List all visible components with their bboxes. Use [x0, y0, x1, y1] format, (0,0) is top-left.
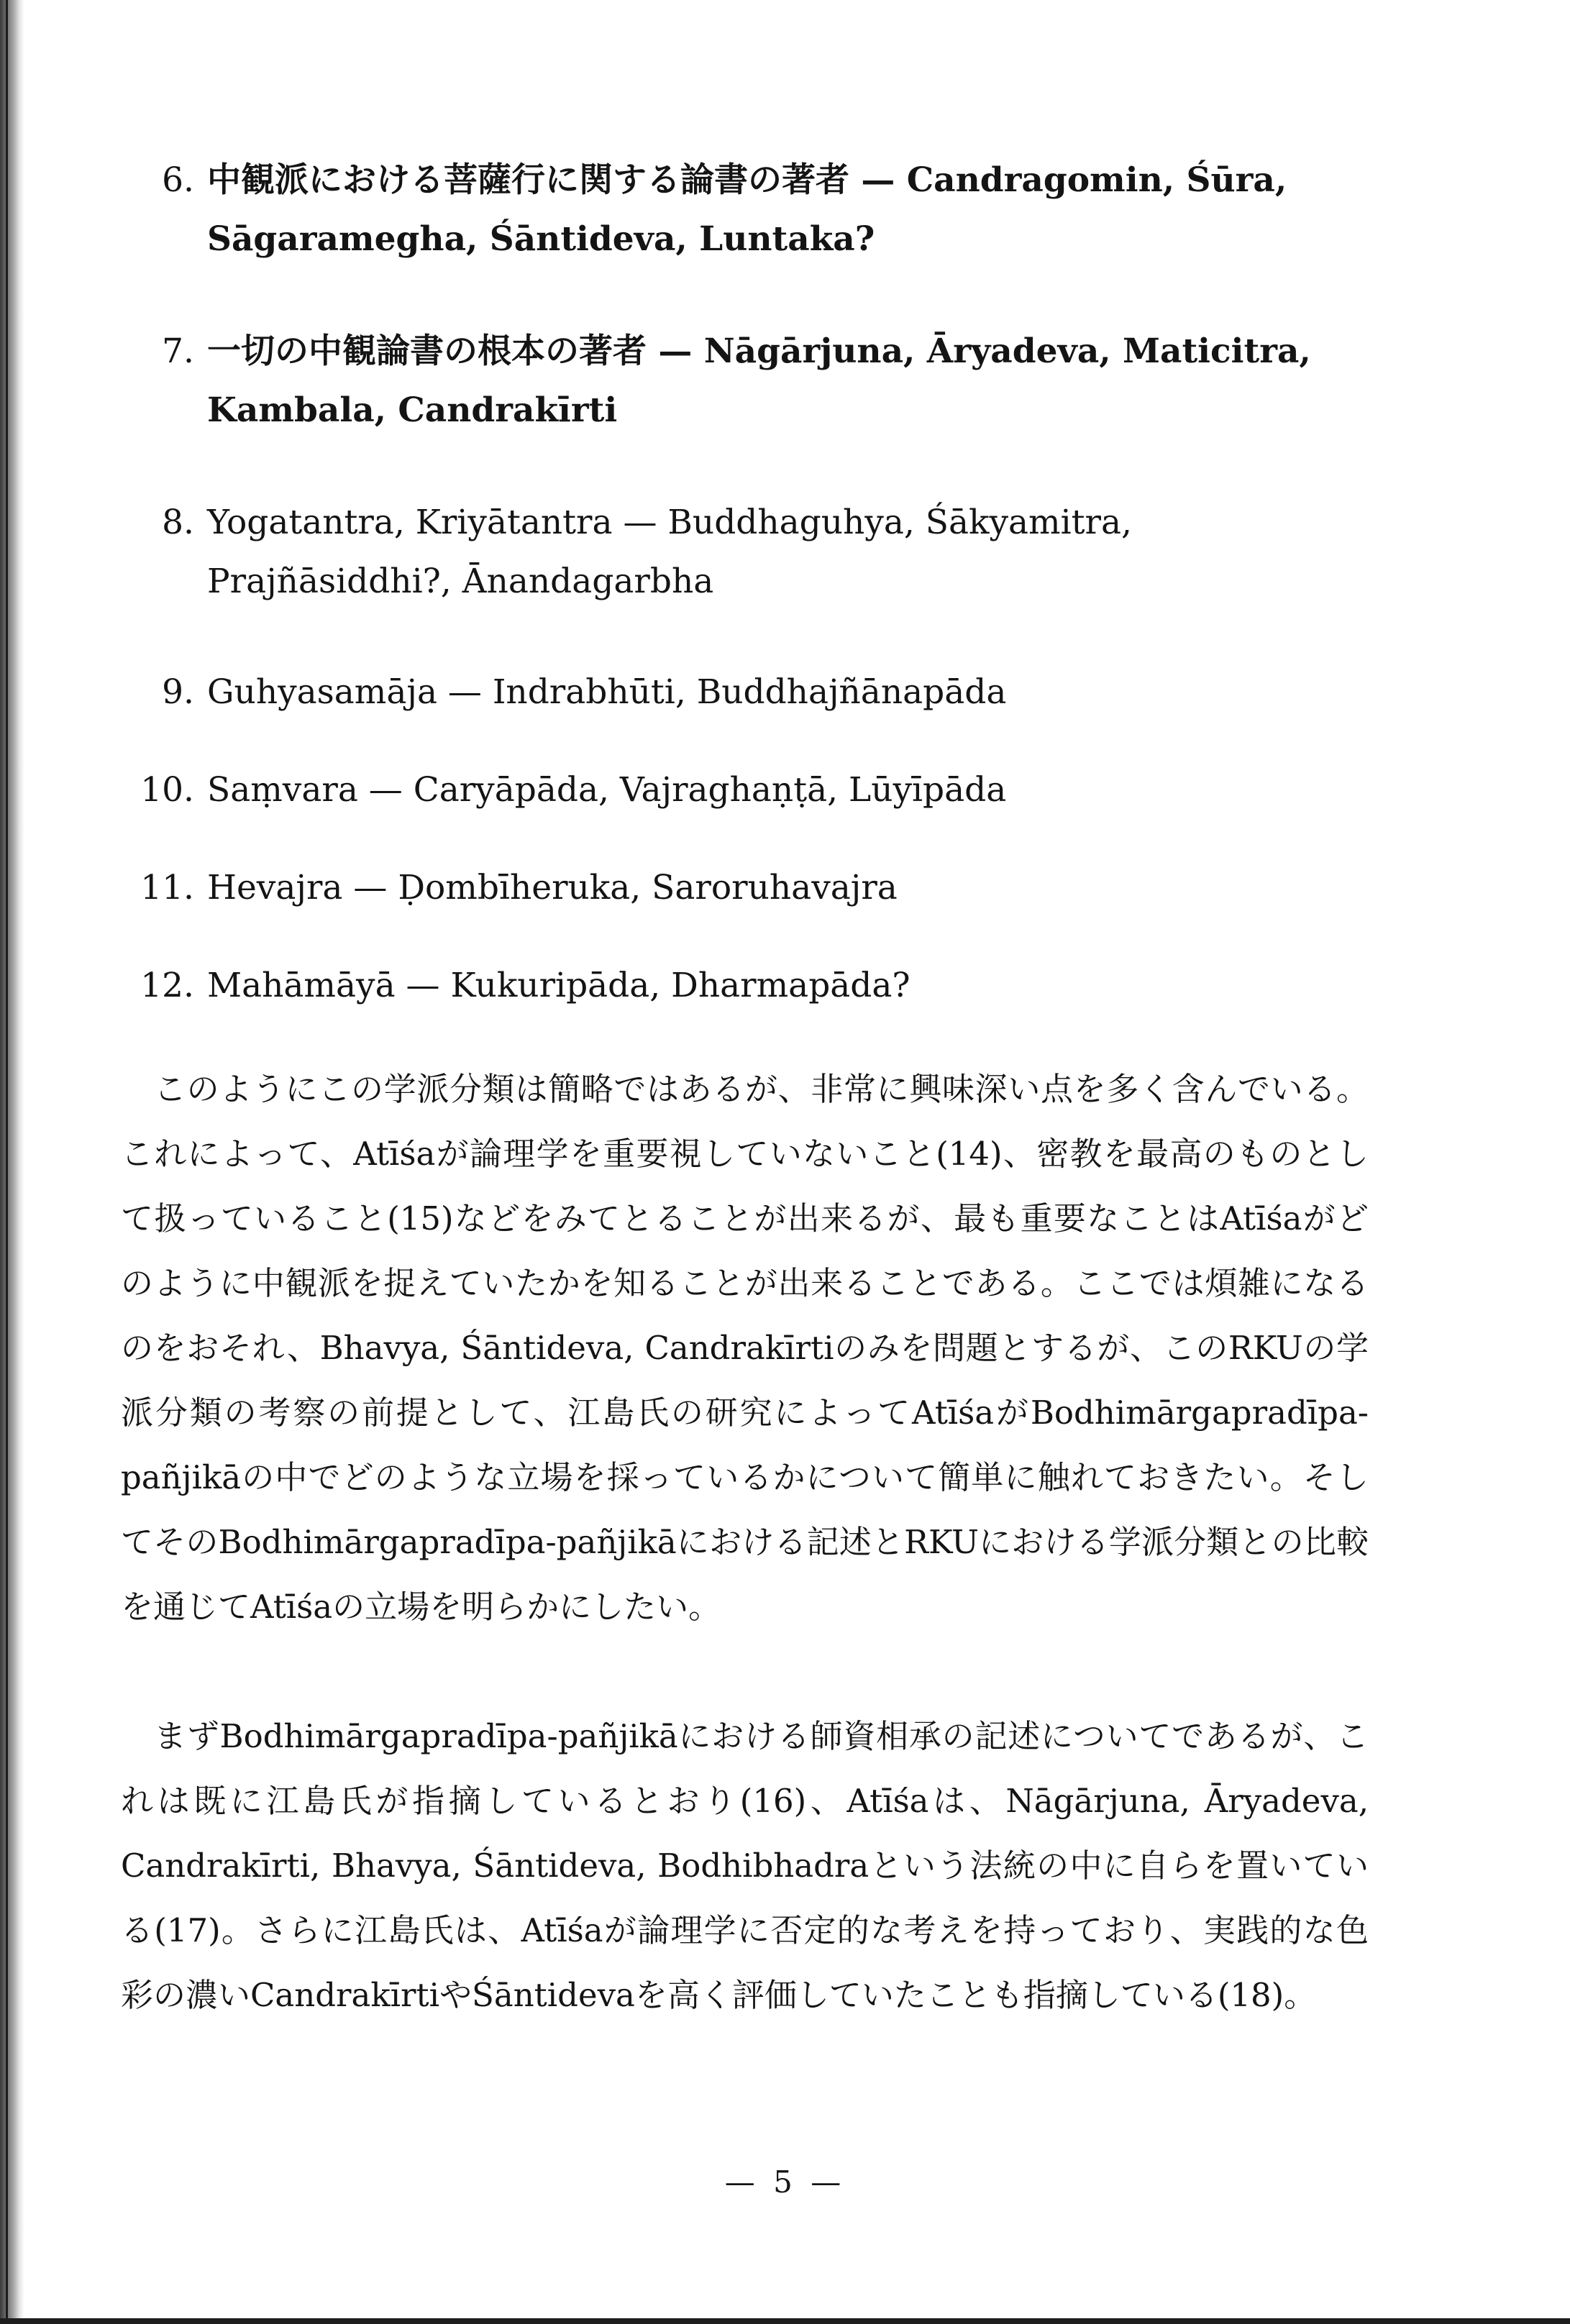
- list-item-number: 12.: [140, 966, 194, 1005]
- list-item-text: Mahāmāyā — Kukuripāda, Dharmapāda?: [207, 966, 910, 1005]
- body-paragraph-1: このようにこの学派分類は簡略ではあるが、非常に興味深い点を多く含んでいる。これによって、Atīśaが論理学を重要視していないこと(14)、密教を最高のものとして扱っていること(15)などをみてとることが出来るが、最も重要なことはAtīśaがどのように中観派を捉えていたかを知ることが出来ることである。ここでは煩雑になるのをおそれ、Bhavya, Śāntideva, Candrakīrtiのみを問題とするが、このRKUの学派分類の考察の前提として、江島氏の研究によってAtīśaがBodhimārgapradīpa-pañjikāの中でどのような立場を採っているかについて簡単に触れておきたい。そしてそのBodhimārgapradīpa-pañjikāにおける記述とRKUにおける学派分類との比較を通じてAtīśaの立場を明らかにしたい。: [121, 1070, 1369, 1626]
- list-item-number: 7.: [162, 331, 194, 371]
- list-item-text: 中観派における菩薩行に関する論書の著者 — Candragomin, Śūra, Sāgaramegha, Śāntideva, Luntaka?: [207, 160, 1287, 259]
- list-item-number: 10.: [140, 770, 194, 810]
- book-spine-shadow: [0, 0, 24, 2324]
- list-item-text: Guhyasamāja — Indrabhūti, Buddhajñānapāda: [207, 672, 1007, 712]
- list-item: [122, 956, 1381, 1015]
- list-item-number: 6.: [162, 160, 194, 200]
- page-bottom-edge: [0, 2318, 1570, 2324]
- list-item-number: 9.: [162, 672, 194, 712]
- list-item-number: 11.: [140, 868, 194, 907]
- page-number: — 5 —: [724, 2164, 846, 2200]
- list-item: [122, 761, 1381, 820]
- list-item-text: Yogatantra, Kriyātantra — Buddhaguhya, Śākyamitra, Prajñāsiddhi?, Ānandagarbha: [207, 503, 1132, 601]
- list-item: [122, 151, 1381, 269]
- spine-edge-line: [6, 0, 8, 2324]
- list-item: [122, 493, 1381, 611]
- body-paragraph-2: まずBodhimārgapradīpa-pañjikāにおける師資相承の記述についてであるが、これは既に江島氏が指摘しているとおり(16)、Atīśaは、Nāgārjuna, Āryadeva, Candrakīrti, Bhavya, Śāntideva, Bodhibhadraという法統の中に自らを置いている(17)。さらに江島氏は、Atīśaが論理学に否定的な考えを持っており、実践的な色彩の濃いCandrakīrtiやŚāntidevaを高く評価していたことも指摘している(18)。: [121, 1717, 1369, 2014]
- list-item: [122, 322, 1381, 440]
- list-item: [122, 859, 1381, 918]
- list-item-text: Hevajra — Ḍombīheruka, Saroruhavajra: [207, 868, 898, 907]
- list-item: [122, 663, 1381, 722]
- list-item-text: Saṃvara — Caryāpāda, Vajraghaṇṭā, Lūyīpāda: [207, 770, 1007, 810]
- list-item-number: 8.: [162, 503, 194, 542]
- list-item-text: 一切の中観論書の根本の著者 — Nāgārjuna, Āryadeva, Maticitra, Kambala, Candrakīrti: [207, 331, 1311, 430]
